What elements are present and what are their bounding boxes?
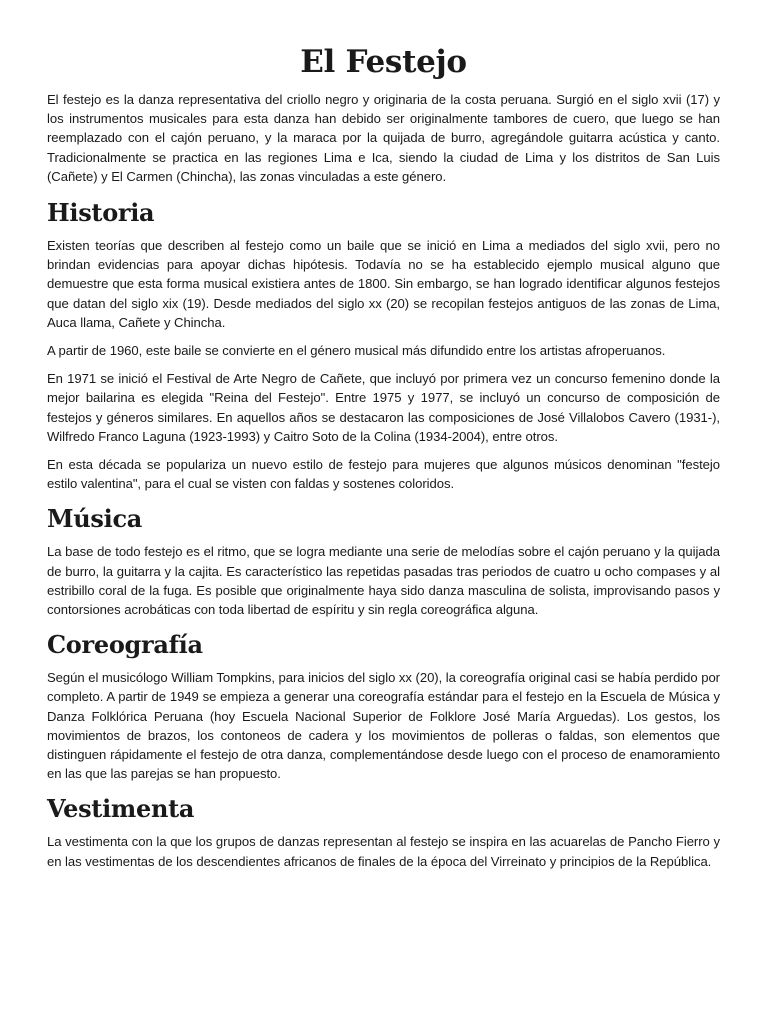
historia-paragraph-3: En 1971 se inició el Festival de Arte Negro de Cañete, que incluyó por primera vez un concurso femenino donde la mejor bailarina es elegida "Reina del Festejo". Entre 1975 y 1977, se incluyó un concurso de composición de festejos y géneros similares. En aquellos años se destacaron las composiciones de José Villalobos Cavero (1931-), Wilfredo Franco Laguna (1923-1993) y Caitro Soto de la Colina (1934-2004), entre otros.	[47, 371, 720, 444]
musica-paragraph-1: La base de todo festejo es el ritmo, que se logra mediante una serie de melodías sobre el cajón peruano y la quijada de burro, la guitarra y la cajita. Es característico las repetidas pasadas tras periodos de cuatro u ocho compases y al estribillo coral de la fuga. Es posible que originalmente haya sido danza masculina de solista, improvisando pasos y contorsiones acrobáticas con toda libertad de espíritu y sin regla coreográfica alguna.	[47, 544, 720, 618]
historia-paragraph-1: Existen teorías que describen al festejo como un baile que se inició en Lima a mediados del siglo xvii, pero no brindan evidencias para apoyar dichas hipótesis. Todavía no se ha establecido ejemplo musical alguno que demuestre que esta forma musical existiera antes de 1800. Sin embargo, se han logrado identificar algunos festejos que datan del siglo xix (19). Desde mediados del siglo xx (20) se recopilan festejos antiguos de las zonas de Lima, Auca llama, Cañete y Chincha.	[47, 238, 720, 330]
coreografia-paragraph-1: Según el musicólogo William Tompkins, para inicios del siglo xx (20), la coreografía original casi se había perdido por completo. A partir de 1949 se empieza a generar una coreografía estándar para el festejo en la Escuela de Música y Danza Folklórica Peruana (hoy Escuela Nacional Superior de Folklore José María Arguedas). Los gestos, los movimientos de brazos, los contoneos de cadera y los movimientos de polleras o faldas, son elementos que distinguen rápidamente el festejo de otra danza, complementándose desde luego con el proceso de enamoramiento en las que las parejas se han propuesto.	[47, 670, 720, 782]
section-heading-coreografia: Coreografía	[47, 630, 203, 660]
section-heading-historia: Historia	[47, 198, 155, 228]
document-page	[47, 42, 720, 880]
vestimenta-paragraph-1: La vestimenta con la que los grupos de danzas representan al festejo se inspira en las acuarelas de Pancho Fierro y en las vestimentas de los descendientes africanos de finales de la época del Virreinato y principios de la República.	[47, 834, 720, 869]
section-heading-vestimenta: Vestimenta	[47, 794, 195, 824]
intro-paragraph: El festejo es la danza representativa del criollo negro y originaria de la costa peruana. Surgió en el siglo xvii (17) y los instrumentos musicales para esta danza han debido ser originalmente tambores de cuero, que luego se han reemplazado con el cajón peruano, y la maraca por la quijada de burro, agregándole guitarra acústica y canto. Tradicionalmente se practica en las regiones Lima e Ica, siendo la ciudad de Lima y los distritos de San Luis (Cañete) y El Carmen (Chincha), las zonas vinculadas a este género.	[47, 92, 720, 184]
section-heading-musica: Música	[47, 504, 143, 534]
historia-paragraph-4: En esta década se populariza un nuevo estilo de festejo para mujeres que algunos músicos denominan "festejo estilo valentina", para el cual se visten con faldas y sostenes coloridos.	[47, 457, 720, 492]
section-vestimenta	[47, 792, 720, 870]
historia-paragraph-2: A partir de 1960, este baile se convierte en el género musical más difundido entre los artistas afroperuanos.	[47, 343, 666, 359]
page-title: El Festejo	[300, 44, 467, 80]
section-coreografia	[47, 628, 720, 783]
section-historia	[47, 196, 720, 493]
section-musica	[47, 502, 720, 619]
